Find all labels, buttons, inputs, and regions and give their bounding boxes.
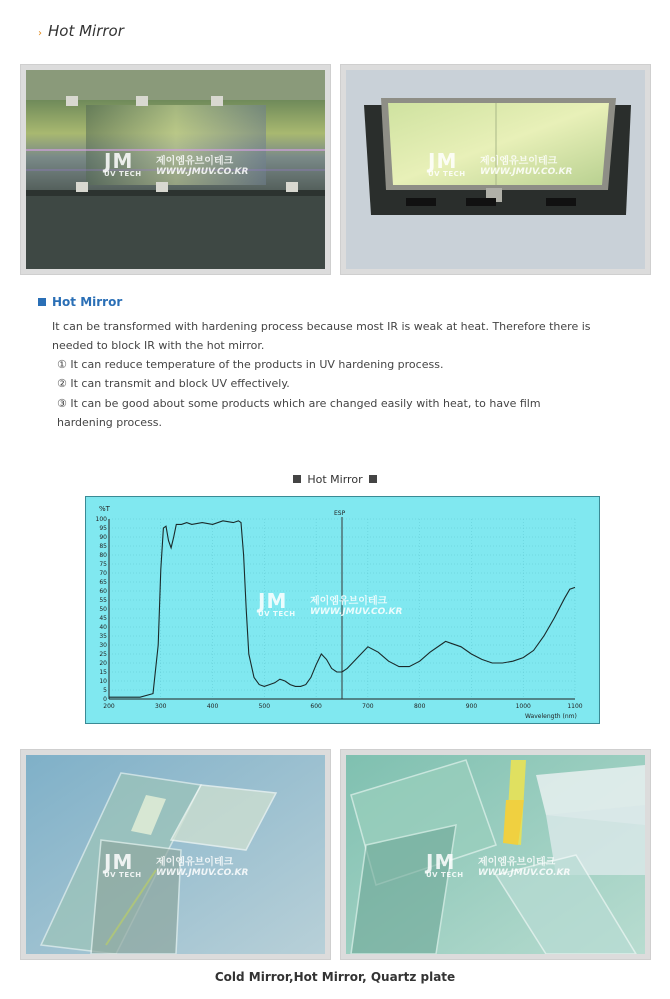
x-tick-label: 200 bbox=[103, 703, 115, 710]
x-tick-label: 1100 bbox=[567, 703, 583, 710]
chart-watermark bbox=[258, 589, 403, 618]
y-tick-label: 25 bbox=[99, 651, 107, 658]
y-tick-label: 10 bbox=[99, 678, 107, 685]
watermark-sub: UV TECH bbox=[104, 871, 142, 879]
watermark-korean: 제이엠유브이테크 bbox=[156, 857, 234, 868]
chart-title-left-square-icon bbox=[293, 475, 301, 483]
watermark-brand: JM bbox=[104, 850, 134, 874]
y-tick-label: 90 bbox=[99, 534, 107, 541]
y-tick-label: 30 bbox=[99, 642, 107, 649]
y-tick-label: 5 bbox=[103, 687, 107, 694]
watermark bbox=[428, 149, 573, 178]
x-tick-label: 300 bbox=[155, 703, 167, 710]
point-3: ③ It can be good about some products which are changed easily with heat, to have film hardening process. bbox=[57, 397, 541, 429]
photo-hot-mirror-frame-image bbox=[346, 70, 645, 269]
watermark bbox=[104, 850, 249, 879]
y-tick-label: 0 bbox=[103, 696, 107, 703]
watermark-korean: 제이엠유브이테크 bbox=[310, 596, 388, 607]
watermark bbox=[426, 850, 571, 879]
chart-x-axis-label: Wavelength (nm) bbox=[525, 713, 577, 720]
photo-mirror-plates-image bbox=[26, 755, 325, 954]
watermark-url: WWW.JMUV.CO.KR bbox=[156, 868, 249, 878]
watermark-brand: JM bbox=[426, 850, 456, 874]
watermark-url: WWW.JMUV.CO.KR bbox=[156, 167, 249, 177]
y-tick-label: 95 bbox=[99, 525, 107, 532]
chart-title-text: Hot Mirror bbox=[307, 473, 363, 486]
y-tick-label: 60 bbox=[99, 588, 107, 595]
x-tick-label: 800 bbox=[413, 703, 426, 710]
y-tick-label: 100 bbox=[95, 516, 107, 523]
watermark-url: WWW.JMUV.CO.KR bbox=[478, 868, 571, 878]
heading-square-icon bbox=[38, 298, 46, 306]
x-tick-label: 900 bbox=[465, 703, 478, 710]
y-tick-label: 50 bbox=[99, 606, 107, 613]
page-title-text: Hot Mirror bbox=[48, 22, 124, 40]
watermark-brand: JM bbox=[258, 589, 288, 613]
y-tick-label: 65 bbox=[99, 579, 107, 586]
chart-y-axis-label: %T bbox=[99, 505, 110, 513]
y-tick-label: 80 bbox=[99, 552, 107, 559]
photo-hot-mirror-lamp bbox=[20, 64, 331, 275]
x-tick-label: 600 bbox=[310, 703, 322, 710]
section-intro: It can be transformed with hardening process because most IR is weak at heat. Therefore there is needed to block IR with the hot mirror. bbox=[52, 320, 591, 352]
watermark-url: WWW.JMUV.CO.KR bbox=[310, 607, 403, 617]
y-tick-label: 35 bbox=[99, 633, 107, 640]
y-tick-label: 20 bbox=[99, 660, 107, 667]
page-title bbox=[38, 22, 124, 40]
watermark-sub: UV TECH bbox=[258, 610, 296, 618]
y-tick-label: 55 bbox=[99, 597, 107, 604]
x-tick-label: 700 bbox=[362, 703, 374, 710]
watermark-sub: UV TECH bbox=[426, 871, 464, 879]
watermark-korean: 제이엠유브이테크 bbox=[478, 857, 556, 868]
photo-quartz-plates-image bbox=[346, 755, 645, 954]
section-heading-text: Hot Mirror bbox=[52, 295, 123, 309]
photo-mirror-plates bbox=[20, 749, 331, 960]
esp-marker-label: ESP bbox=[334, 510, 346, 517]
y-tick-label: 85 bbox=[99, 543, 107, 550]
y-tick-label: 40 bbox=[99, 624, 107, 631]
watermark-korean: 제이엠유브이테크 bbox=[480, 156, 558, 167]
x-tick-label: 1000 bbox=[515, 703, 531, 710]
section-heading bbox=[38, 295, 122, 309]
watermark-url: WWW.JMUV.CO.KR bbox=[480, 167, 573, 177]
point-1: ① It can reduce temperature of the products in UV hardening process. bbox=[57, 358, 444, 371]
x-tick-label: 400 bbox=[206, 703, 219, 710]
y-tick-label: 15 bbox=[99, 669, 107, 676]
y-tick-label: 45 bbox=[99, 615, 107, 622]
transmittance-chart bbox=[85, 496, 600, 724]
y-tick-label: 75 bbox=[99, 561, 107, 568]
title-bullet-icon: › bbox=[38, 28, 42, 39]
x-tick-label: 500 bbox=[258, 703, 271, 710]
photo-caption: Cold Mirror,Hot Mirror, Quartz plate bbox=[214, 970, 456, 984]
watermark-brand: JM bbox=[428, 149, 458, 173]
watermark-sub: UV TECH bbox=[104, 170, 142, 178]
watermark bbox=[104, 149, 249, 178]
watermark-korean: 제이엠유브이테크 bbox=[156, 156, 234, 167]
chart-title-right-square-icon bbox=[369, 475, 377, 483]
watermark-sub: UV TECH bbox=[428, 170, 466, 178]
watermark-brand: JM bbox=[104, 149, 134, 173]
y-tick-label: 70 bbox=[99, 570, 107, 577]
photo-hot-mirror-frame bbox=[340, 64, 651, 275]
photo-hot-mirror-lamp-image bbox=[26, 70, 325, 269]
point-2: ② It can transmit and block UV effectively. bbox=[57, 377, 290, 390]
photo-quartz-plates bbox=[340, 749, 651, 960]
chart-title bbox=[0, 473, 670, 486]
